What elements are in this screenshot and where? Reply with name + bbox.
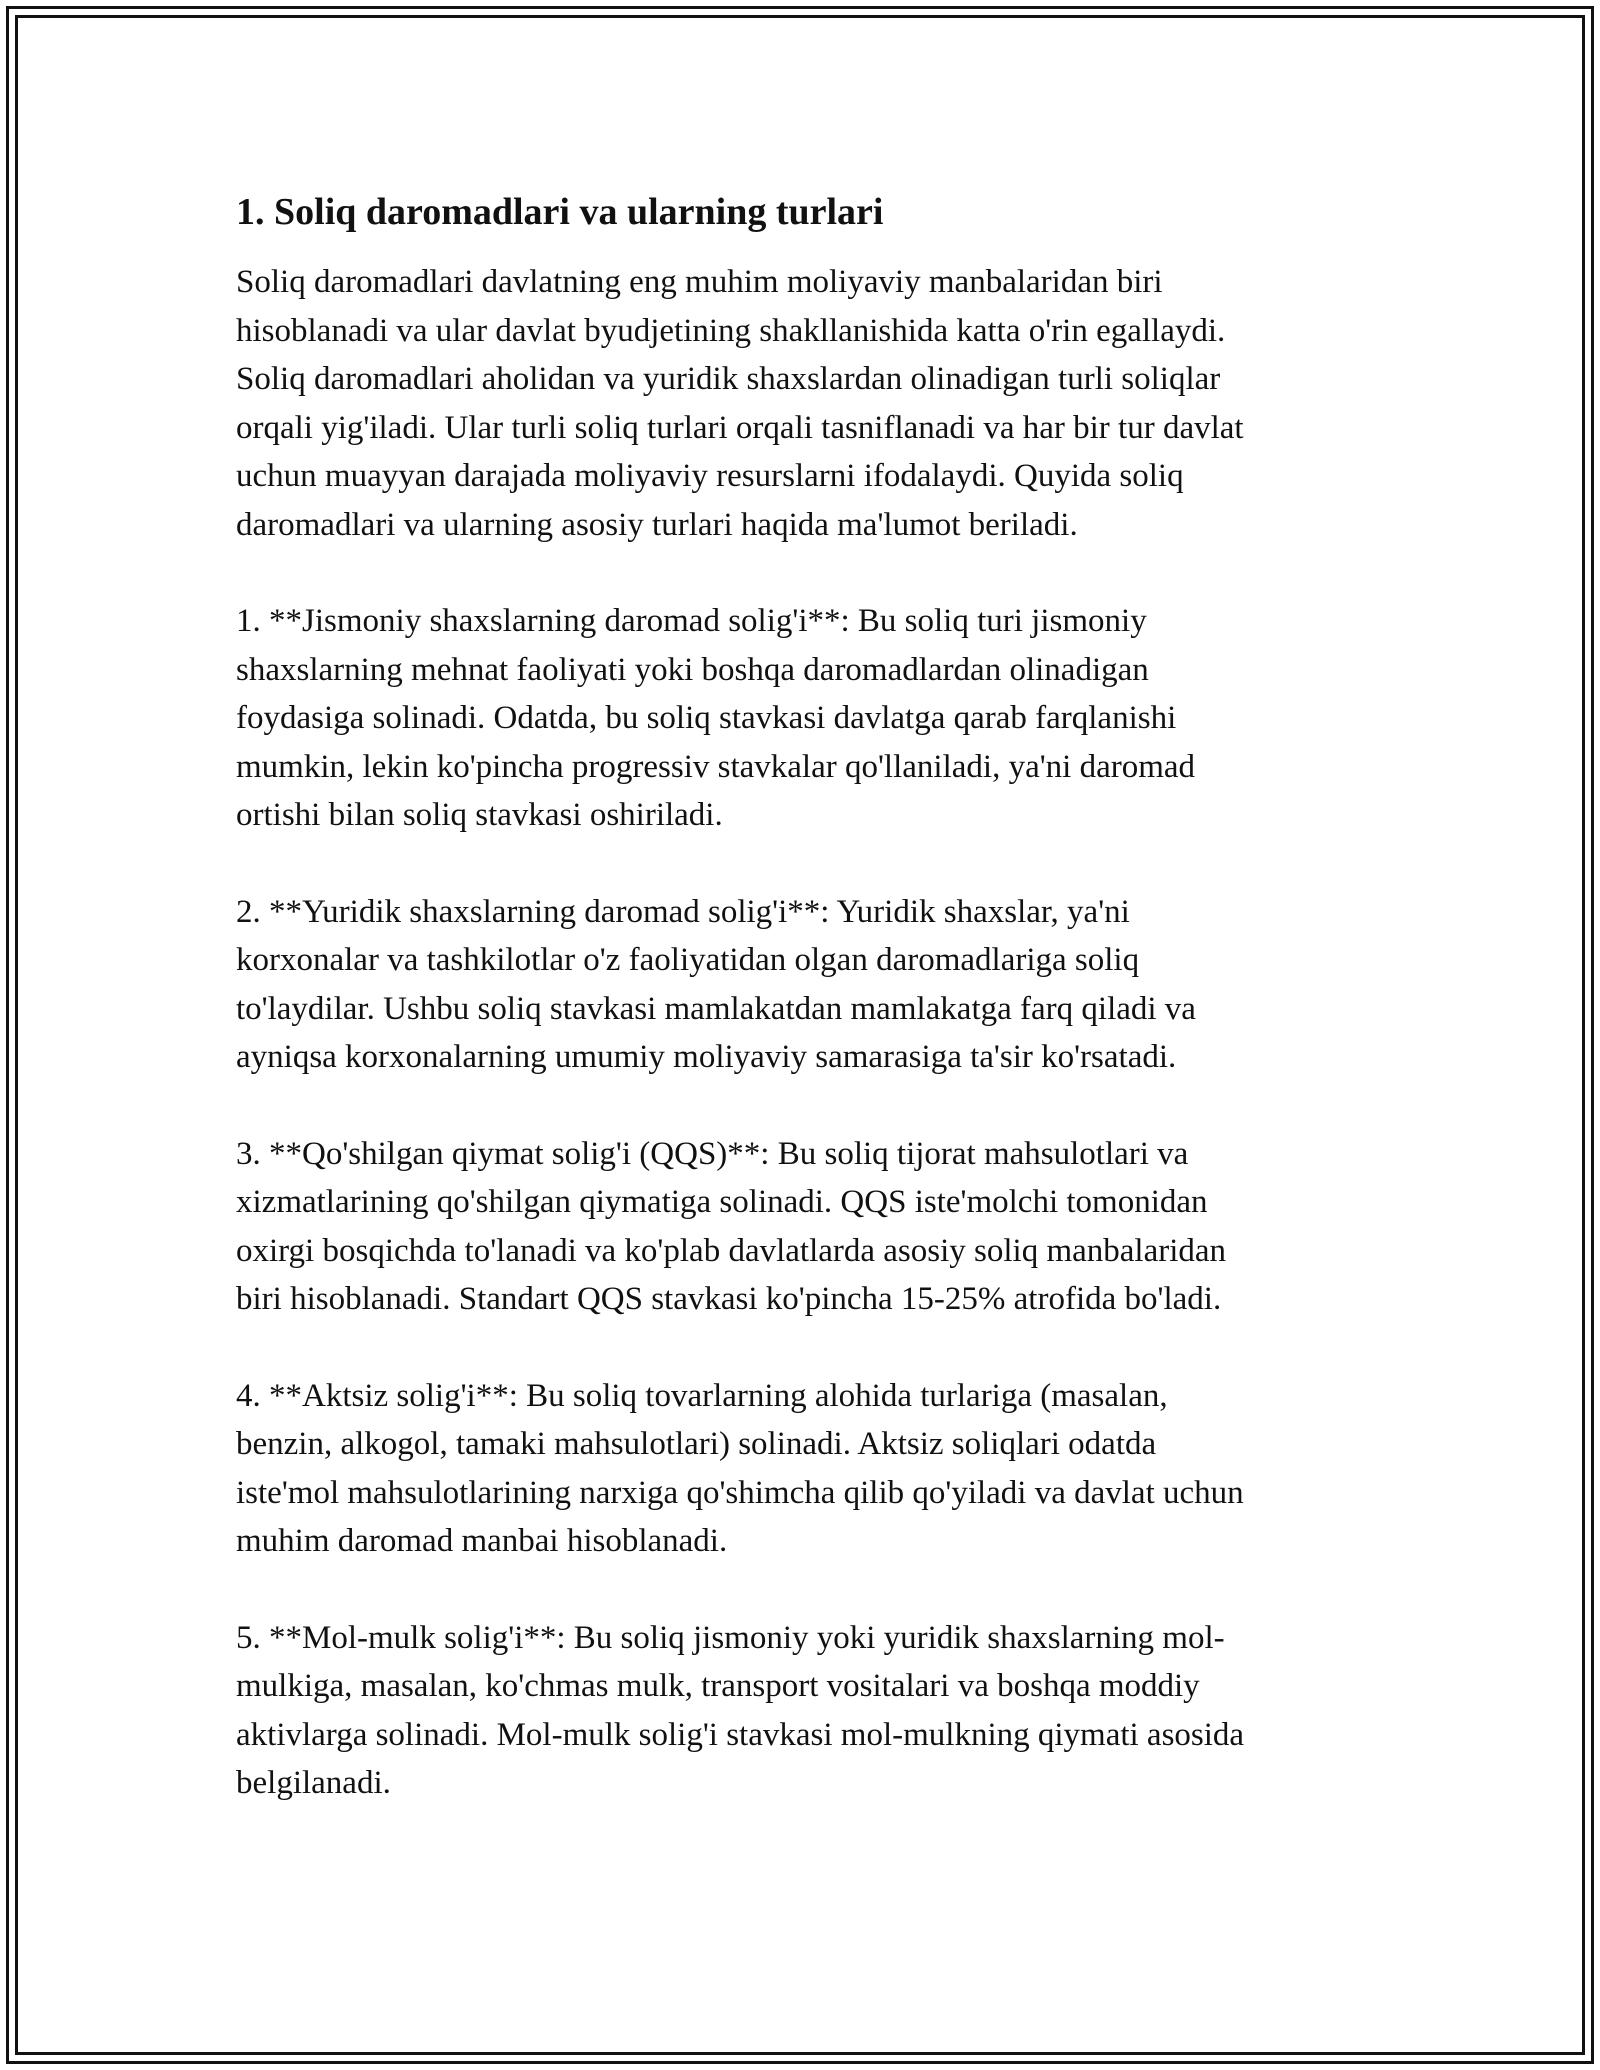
intro-paragraph: Soliq daromadlari davlatning eng muhim moliyaviy manbalaridan biri hisoblanadi va ular davlat byudjetining shakllanishida katta o'rin egallaydi. Soliq daromadlari aholidan va yuridik shaxslardan olinadigan turli soliqlar orqali yig'iladi. Ular turli soliq turlari orqali tasniflanadi va har bir tur davlat uchun muayyan darajada moliyaviy resurslarni ifodalaydi. Quyida soliq daromadlari va ularning asosiy turlari haqida ma'lumot beriladi. xyxy=(236,264,1244,543)
list-item-excise-tax: 4. **Aktsiz solig'i**: Bu soliq tovarlarning alohida turlariga (masalan, benzin, alkogol, tamaki mahsulotlari) solinadi. Aktsiz soliqlari odatda iste'mol mahsulotlarining narxiga qo'shimcha qilib qo'yiladi va davlat uchun muhim daromad manbai hisoblanadi. xyxy=(236,1377,1244,1559)
section-heading: 1. Soliq daromadlari va ularning turlari xyxy=(236,191,884,233)
list-item-property-tax: 5. **Mol-mulk solig'i**: Bu soliq jismoniy yoki yuridik shaxslarning mol- mulkiga, masalan, ko'chmas mulk, transport vositalari va boshqa moddiy aktivlarga solinadi. Mol-mulk solig'i stavkasi mol-mulkning qiymati asosida belgilanadi. xyxy=(236,1619,1245,1801)
list-item-vat: 3. **Qo'shilgan qiymat solig'i (QQS)**: Bu soliq tijorat mahsulotlari va xizmatlarining qo'shilgan qiymatiga solinadi. QQS iste'molchi tomonidan oxirgi bosqichda to'lanadi va ko'plab davlatlarda asosiy soliq manbalaridan biri hisoblanadi. Standart QQS stavkasi ko'pincha 15-25% atrofida bo'ladi. xyxy=(236,1135,1227,1317)
list-item-personal-income-tax: 1. **Jismoniy shaxslarning daromad solig'i**: Bu soliq turi jismoniy shaxslarning mehnat faoliyati yoki boshqa daromadlardan olinadigan foydasiga solinadi. Odatda, bu soliq stavkasi davlatga qarab farqlanishi mumkin, lekin ko'pincha progressiv stavkalar qo'llaniladi, ya'ni daromad ortishi bilan soliq stavkasi oshiriladi. xyxy=(236,603,1196,833)
list-item-corporate-income-tax: 2. **Yuridik shaxslarning daromad solig'i**: Yuridik shaxslar, ya'ni korxonalar va tashkilotlar o'z faoliyatidan olgan daromadlariga soliq to'laydilar. Ushbu soliq stavkasi mamlakatdan mamlakatga farq qiladi va ayniqsa korxonalarning umumiy moliyaviy samarasiga ta'sir ko'rsatadi. xyxy=(236,893,1196,1075)
document-body xyxy=(236,186,1372,1856)
